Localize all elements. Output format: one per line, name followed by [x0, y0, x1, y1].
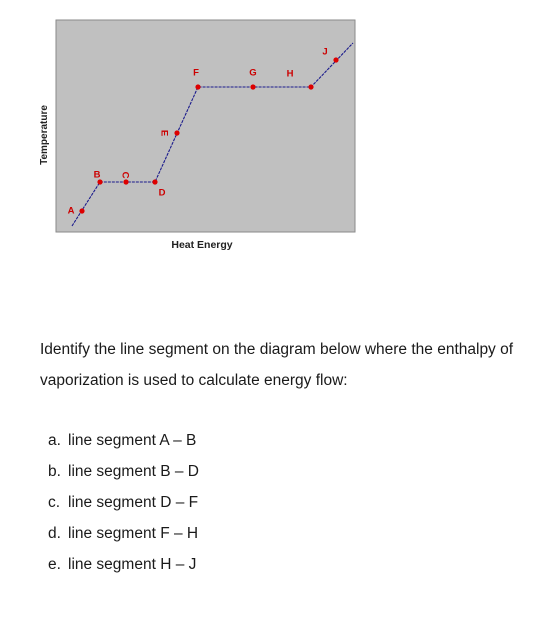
point-b-label: B	[93, 169, 101, 181]
option-letter: b.	[48, 463, 61, 480]
option-text: line segment H – J	[68, 556, 197, 573]
point-e-label: E	[158, 129, 170, 137]
point-g-marker	[250, 84, 255, 89]
option-letter: e.	[48, 556, 61, 573]
point-a-label: A	[67, 205, 75, 217]
point-h-label: H	[286, 68, 294, 80]
option-b[interactable]	[48, 456, 199, 487]
point-f-label: F	[193, 67, 199, 79]
option-a[interactable]	[48, 425, 199, 456]
point-d-marker	[152, 179, 157, 184]
y-axis-label: Temperature	[39, 105, 50, 165]
option-letter: a.	[48, 432, 61, 449]
point-g-label: G	[249, 67, 257, 79]
question-text: Identify the line segment on the diagram below where the enthalpy of vaporization is used to calculate energy flow:	[40, 341, 514, 389]
point-e-marker	[174, 130, 179, 135]
point-d-label: D	[158, 187, 166, 199]
option-letter: c.	[48, 494, 61, 511]
option-d[interactable]	[48, 518, 199, 549]
point-j-marker	[333, 57, 338, 62]
option-text: line segment D – F	[68, 494, 199, 511]
option-text: line segment B – D	[68, 463, 199, 480]
point-h-marker	[308, 84, 313, 89]
heating-curve-diagram	[30, 10, 370, 270]
option-text: line segment A – B	[68, 432, 197, 449]
x-axis-label: Heat Energy	[171, 239, 233, 251]
point-j-label: J	[322, 46, 328, 58]
option-letter: d.	[48, 525, 61, 542]
plot-area	[56, 20, 355, 232]
answer-options	[48, 425, 199, 580]
option-e[interactable]	[48, 549, 199, 580]
point-c-marker	[123, 179, 128, 184]
point-a-marker	[79, 208, 84, 213]
option-text: line segment F – H	[68, 525, 199, 542]
point-c-label: C	[119, 171, 131, 179]
point-f-marker	[195, 84, 200, 89]
option-c[interactable]	[48, 487, 199, 518]
